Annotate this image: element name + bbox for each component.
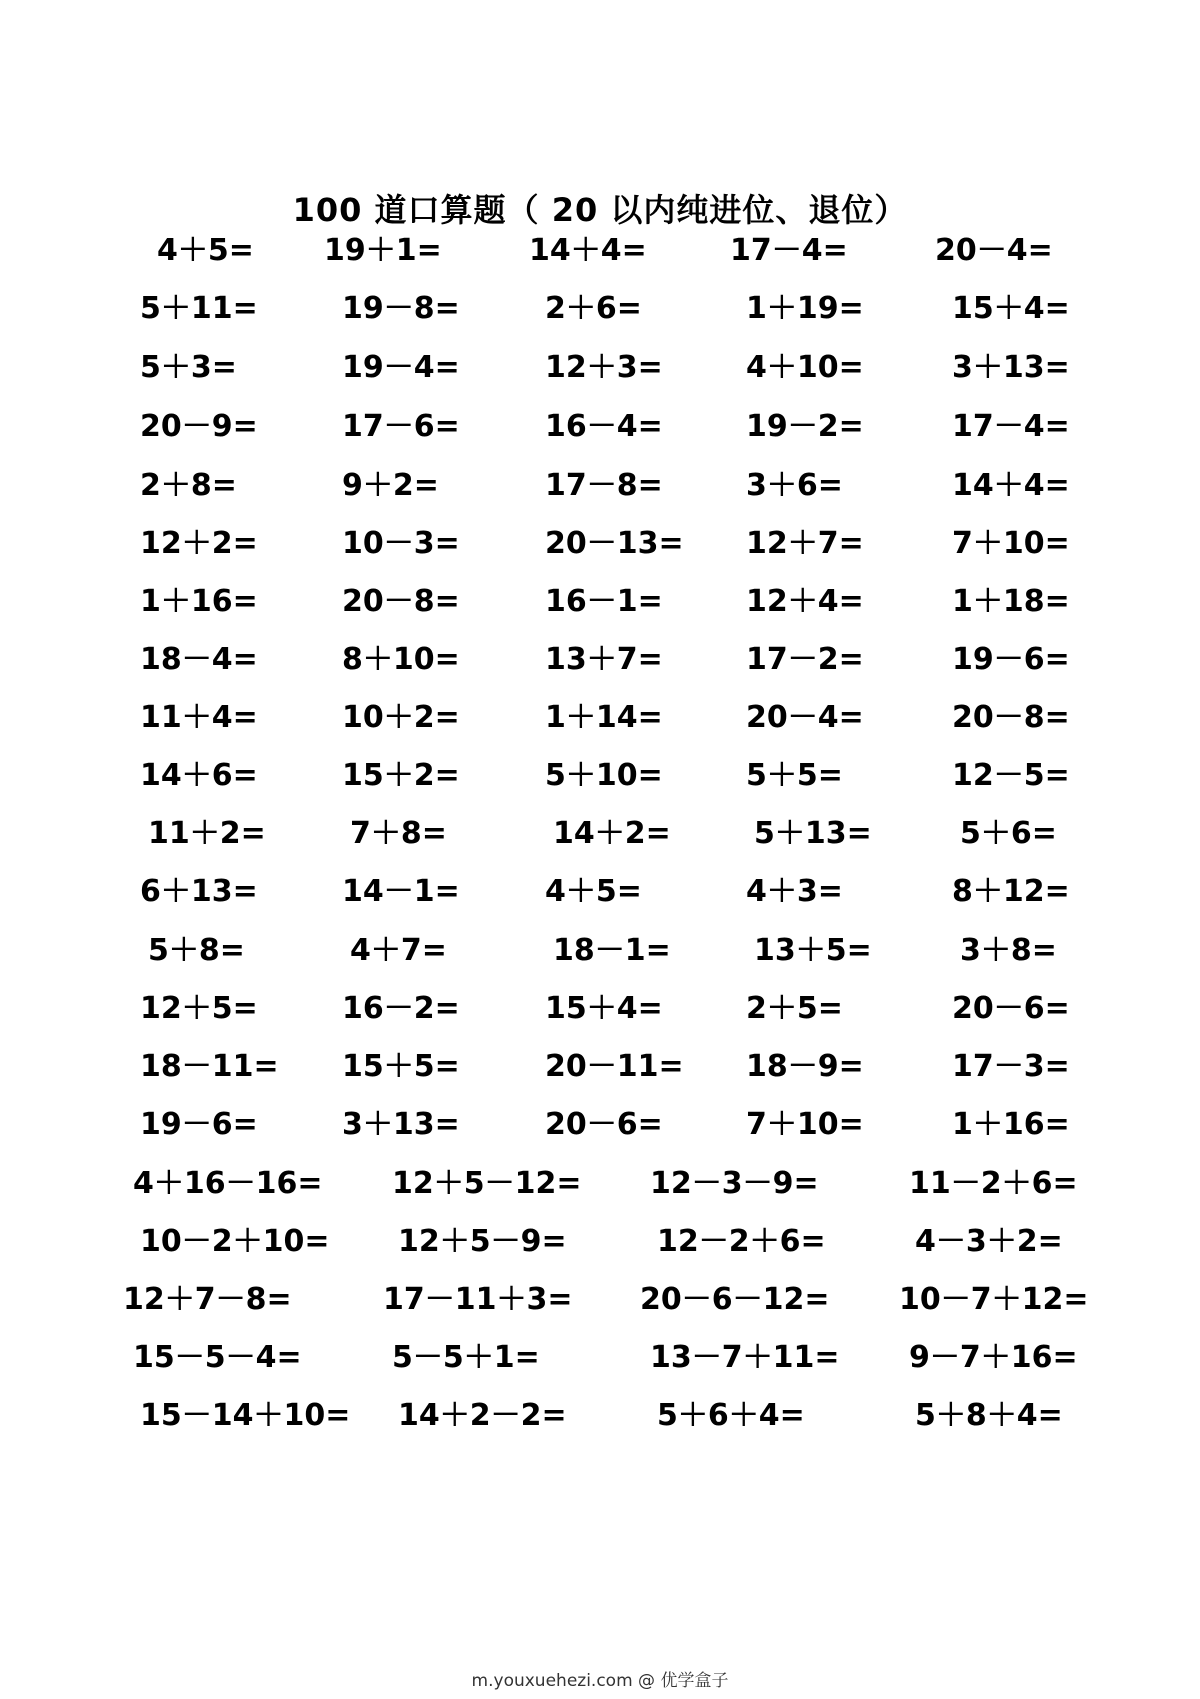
math-problem: 20－13= <box>545 526 684 561</box>
math-problem: 4＋5= <box>157 233 254 268</box>
problem-row <box>0 926 1200 976</box>
problem-row <box>0 751 1200 801</box>
math-problem: 9＋2= <box>342 468 439 503</box>
math-problem: 1＋19= <box>746 291 864 326</box>
math-problem: 15－5－4= <box>133 1340 302 1375</box>
math-problem: 14＋4= <box>952 468 1070 503</box>
math-problem: 4＋3= <box>746 874 843 909</box>
problem-row <box>0 693 1200 743</box>
problem-row <box>0 1100 1200 1150</box>
math-problem: 15＋5= <box>342 1049 460 1084</box>
math-problem: 2＋5= <box>746 991 843 1026</box>
math-problem: 1＋16= <box>952 1107 1070 1142</box>
math-problem: 17－2= <box>746 642 864 677</box>
math-problem: 12＋2= <box>140 526 258 561</box>
math-problem: 6＋13= <box>140 874 258 909</box>
math-problem: 5－5＋1= <box>392 1340 540 1375</box>
problem-row <box>0 1391 1200 1441</box>
math-problem: 12＋5= <box>140 991 258 1026</box>
math-problem: 20－4= <box>935 233 1053 268</box>
math-problem: 12＋3= <box>545 350 663 385</box>
math-problem: 20－8= <box>952 700 1070 735</box>
math-problem: 14＋4= <box>529 233 647 268</box>
math-problem: 11－2＋6= <box>909 1166 1078 1201</box>
math-problem: 7＋8= <box>350 816 447 851</box>
math-problem: 19－8= <box>342 291 460 326</box>
math-problem: 19－2= <box>746 409 864 444</box>
math-problem: 17－4= <box>730 233 848 268</box>
problem-row <box>0 343 1200 393</box>
math-problem: 19－4= <box>342 350 460 385</box>
math-problem: 19－6= <box>140 1107 258 1142</box>
math-problem: 20－11= <box>545 1049 684 1084</box>
math-problem: 14＋6= <box>140 758 258 793</box>
math-problem: 20－6= <box>545 1107 663 1142</box>
problem-row <box>0 284 1200 334</box>
math-problem: 19－6= <box>952 642 1070 677</box>
math-problem: 18－4= <box>140 642 258 677</box>
math-problem: 8＋10= <box>342 642 460 677</box>
math-problem: 14＋2－2= <box>398 1398 567 1433</box>
math-problem: 15＋2= <box>342 758 460 793</box>
math-problem: 5＋6= <box>960 816 1057 851</box>
math-problem: 5＋13= <box>754 816 872 851</box>
math-problem: 17－8= <box>545 468 663 503</box>
math-problem: 18－1= <box>553 933 671 968</box>
math-problem: 4＋7= <box>350 933 447 968</box>
math-problem: 4＋5= <box>545 874 642 909</box>
problem-row <box>0 984 1200 1034</box>
math-problem: 15＋4= <box>545 991 663 1026</box>
math-problem: 7＋10= <box>952 526 1070 561</box>
page-title: 100 道口算题（ 20 以内纯进位、退位） <box>292 191 908 229</box>
math-problem: 11＋4= <box>140 700 258 735</box>
math-problem: 5＋10= <box>545 758 663 793</box>
problem-row <box>0 226 1200 276</box>
math-problem: 18－9= <box>746 1049 864 1084</box>
math-problem: 12－5= <box>952 758 1070 793</box>
math-problem: 5＋8= <box>148 933 245 968</box>
math-problem: 12＋5－9= <box>398 1224 567 1259</box>
math-problem: 5＋3= <box>140 350 237 385</box>
math-problem: 2＋8= <box>140 468 237 503</box>
math-problem: 17－3= <box>952 1049 1070 1084</box>
math-problem: 10－7＋12= <box>899 1282 1089 1317</box>
math-problem: 10－2＋10= <box>140 1224 330 1259</box>
problem-row <box>0 635 1200 685</box>
math-problem: 19＋1= <box>324 233 442 268</box>
math-problem: 16－2= <box>342 991 460 1026</box>
math-problem: 20－4= <box>746 700 864 735</box>
math-problem: 15－14＋10= <box>140 1398 351 1433</box>
math-problem: 11＋2= <box>148 816 266 851</box>
math-problem: 12－3－9= <box>650 1166 819 1201</box>
math-problem: 17－11＋3= <box>383 1282 573 1317</box>
math-problem: 4＋16－16= <box>133 1166 323 1201</box>
math-problem: 7＋10= <box>746 1107 864 1142</box>
math-problem: 10－3= <box>342 526 460 561</box>
math-problem: 13＋7= <box>545 642 663 677</box>
math-problem: 12＋4= <box>746 584 864 619</box>
math-problem: 4＋10= <box>746 350 864 385</box>
math-problem: 20－9= <box>140 409 258 444</box>
math-problem: 5＋8＋4= <box>915 1398 1063 1433</box>
math-problem: 16－1= <box>545 584 663 619</box>
math-problem: 20－8= <box>342 584 460 619</box>
math-problem: 17－6= <box>342 409 460 444</box>
math-problem: 3＋6= <box>746 468 843 503</box>
math-problem: 5＋11= <box>140 291 258 326</box>
problem-row <box>0 1275 1200 1325</box>
math-problem: 12＋5－12= <box>392 1166 582 1201</box>
footer-watermark: m.youxuehezi.com @ 优学盒子 <box>471 1671 729 1691</box>
math-problem: 1＋16= <box>140 584 258 619</box>
math-problem: 15＋4= <box>952 291 1070 326</box>
math-problem: 16－4= <box>545 409 663 444</box>
math-problem: 3＋8= <box>960 933 1057 968</box>
problem-row <box>0 577 1200 627</box>
math-problem: 20－6－12= <box>640 1282 830 1317</box>
math-problem: 17－4= <box>952 409 1070 444</box>
math-problem: 10＋2= <box>342 700 460 735</box>
math-problem: 2＋6= <box>545 291 642 326</box>
math-problem: 13＋5= <box>754 933 872 968</box>
math-problem: 14－1= <box>342 874 460 909</box>
math-problem: 13－7＋11= <box>650 1340 840 1375</box>
math-problem: 12＋7－8= <box>123 1282 292 1317</box>
problem-row <box>0 1042 1200 1092</box>
math-problem: 3＋13= <box>342 1107 460 1142</box>
math-problem: 12＋7= <box>746 526 864 561</box>
math-problem: 3＋13= <box>952 350 1070 385</box>
math-problem: 1＋18= <box>952 584 1070 619</box>
problem-row <box>0 1333 1200 1383</box>
math-problem: 12－2＋6= <box>657 1224 826 1259</box>
math-problem: 1＋14= <box>545 700 663 735</box>
problem-row <box>0 519 1200 569</box>
math-problem: 18－11= <box>140 1049 279 1084</box>
problem-row <box>0 1159 1200 1209</box>
math-problem: 4－3＋2= <box>915 1224 1063 1259</box>
problem-row <box>0 867 1200 917</box>
problem-row <box>0 809 1200 859</box>
problem-row <box>0 402 1200 452</box>
problem-row <box>0 1217 1200 1267</box>
math-problem: 5＋5= <box>746 758 843 793</box>
math-problem: 14＋2= <box>553 816 671 851</box>
math-problem: 9－7＋16= <box>909 1340 1078 1375</box>
math-problem: 5＋6＋4= <box>657 1398 805 1433</box>
math-problem: 8＋12= <box>952 874 1070 909</box>
problem-row <box>0 461 1200 511</box>
math-problem: 20－6= <box>952 991 1070 1026</box>
